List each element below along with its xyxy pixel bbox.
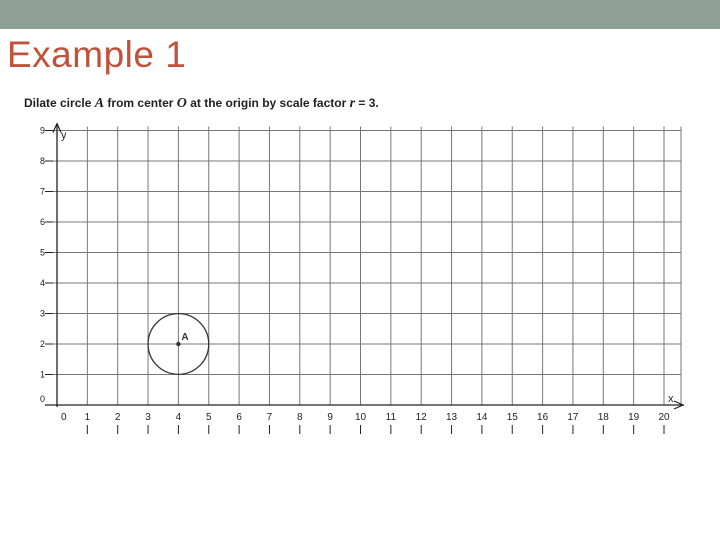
x-tick-label: 9: [327, 412, 333, 423]
x-tick-label: 12: [415, 412, 427, 423]
x-tick-label: 0: [61, 412, 67, 423]
circle-a-center-point: [176, 342, 180, 346]
y-tick-label: 9: [39, 125, 45, 136]
y-axis-label: y: [61, 129, 67, 142]
x-tick-label: 5: [205, 412, 212, 423]
x-tick-label: 1: [84, 412, 91, 423]
slide-title: Example 1: [7, 34, 187, 75]
prompt-var-center: O: [176, 96, 187, 111]
x-tick-label: 15: [506, 412, 518, 423]
coordinate-grid: [30, 123, 695, 441]
prompt-var-factor: r: [349, 96, 356, 111]
x-tick-label: 13: [445, 412, 458, 423]
y-tick-label: 5: [39, 247, 45, 258]
y-tick-label: 0: [39, 394, 45, 404]
x-tick-label: 4: [175, 412, 182, 423]
prompt-text-4: = 3.: [355, 96, 379, 110]
x-tick-label: 18: [597, 412, 609, 423]
y-tick-label: 8: [39, 156, 45, 166]
circle-a-label: A: [181, 332, 189, 343]
y-tick-label: 4: [39, 278, 45, 288]
prompt-text-2: from center: [104, 96, 177, 110]
prompt-var-circle: A: [94, 96, 105, 111]
x-tick-label: 17: [567, 412, 579, 423]
x-tick-label: 2: [114, 412, 121, 423]
problem-prompt: [24, 96, 379, 112]
x-tick-label: 11: [385, 412, 397, 423]
x-tick-label: 10: [354, 412, 367, 423]
y-tick-label: 3: [39, 308, 45, 319]
x-tick-label: 3: [145, 412, 151, 423]
y-tick-label: 2: [39, 339, 45, 349]
y-tick-label: 7: [39, 186, 45, 197]
x-tick-label: 6: [236, 412, 242, 423]
x-tick-label: 7: [266, 412, 273, 423]
y-tick-label: 6: [39, 217, 45, 227]
prompt-text-3: at the origin by scale factor: [186, 96, 350, 110]
x-tick-label: 8: [297, 412, 303, 423]
top-accent-bar: [0, 0, 720, 29]
x-tick-label: 16: [537, 412, 549, 423]
x-tick-label: 20: [658, 412, 670, 423]
y-tick-label: 1: [39, 369, 45, 380]
x-axis-label: x: [668, 393, 674, 405]
prompt-text-1: Dilate circle: [24, 96, 95, 110]
x-tick-label: 19: [628, 412, 640, 423]
x-tick-label: 14: [476, 412, 488, 423]
